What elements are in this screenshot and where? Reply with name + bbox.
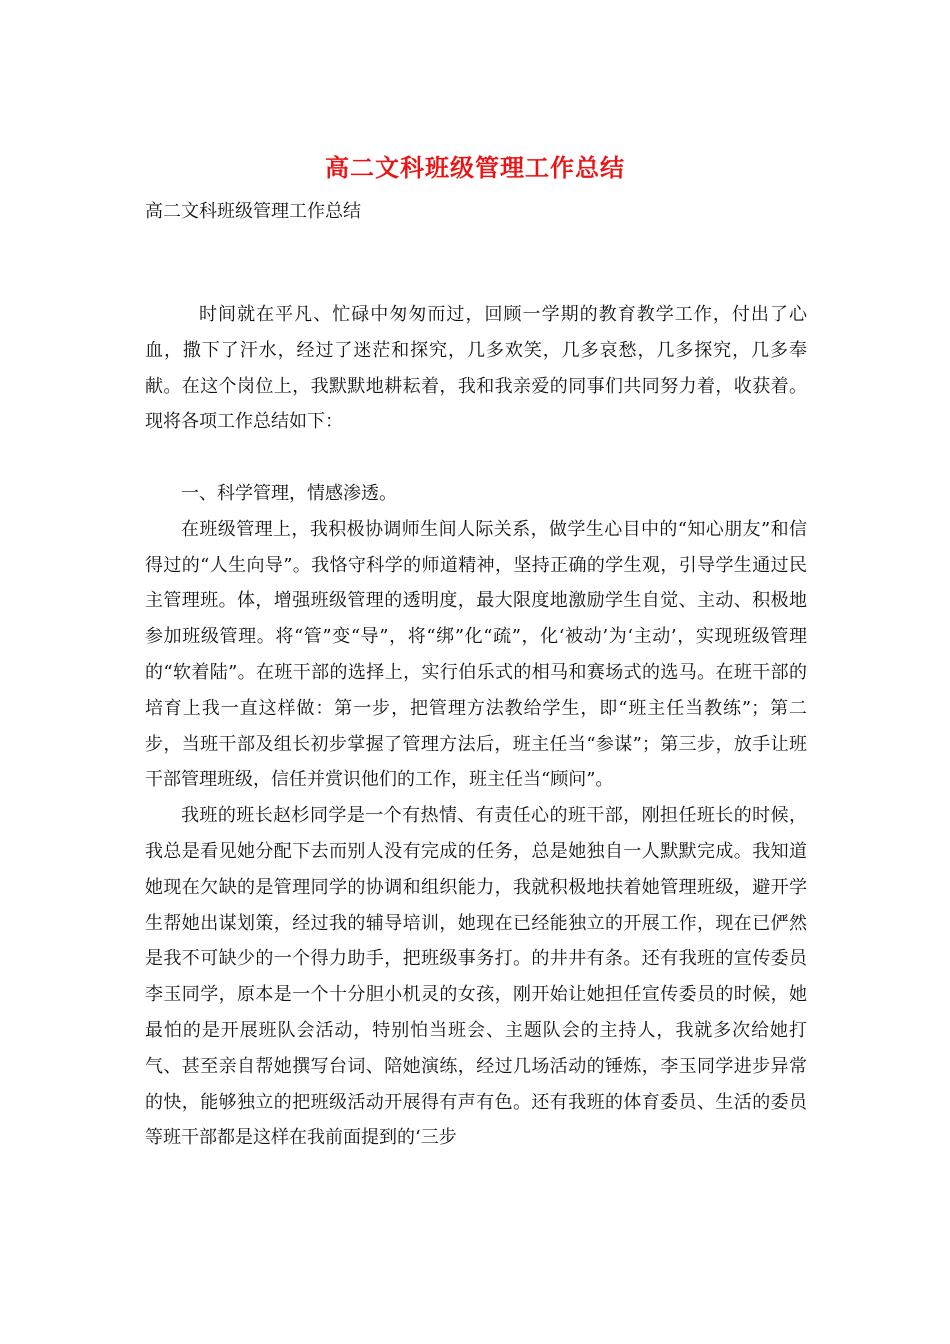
document-subtitle: 高二文科班级管理工作总结: [145, 201, 361, 222]
paragraph-class-management: 在班级管理上，我积极协调师生间人际关系，做学生心目中的“知心朋友”和信得过的“人生向导”。我恪守科学的师道精神，坚持正确的学生观，引导学生通过民主管理班。体，增强班级管理的透明度，最大限度地激励学生自觉、主动、积极地参加班级管理。将“管”变“导”，将“绑”化“疏”，化‘被动’为‘主动’，实现班级管理的“软着陆”。在班干部的选择上，实行伯乐式的相马和赛场式的选马。在班干部的培育上我一直这样做：第一步，把管理方法教给学生，即“班主任当教练”；第二步，当班干部及组长初步掌握了管理方法后，班主任当“参谋”；第三步，放手让班干部管理班级，信任并赏识他们的工作，班主任当“顾问”。: [145, 518, 807, 791]
document-title: 高二文科班级管理工作总结: [325, 153, 625, 182]
paragraph-class-leaders: 我班的班长赵杉同学是一个有热情、有责任心的班干部，刚担任班长的时候，我总是看见她分配下去而别人没有完成的任务，总是她独自一人默默完成。我知道她现在欠缺的是管理同学的协调和组织能力，我就积极地扶着她管理班级，避开学生帮她出谋划策，经过我的辅导培训，她现在已经能独立的开展工作，现在已俨然是我不可缺少的一个得力助手，把班级事务打。的井井有条。还有我班的宣传委员李玉同学，原本是一个十分胆小机灵的女孩，刚开始让她担任宣传委员的时候，她最怕的是开展班队会活动，特别怕当班会、主题队会的主持人，我就多次给她打气、甚至亲自帮她撰写台词、陪她演练，经过几场活动的锤炼，李玉同学进步异常的快，能够独立的把班级活动开展得有声有色。还有我班的体育委员、生活的委员等班干部都是这样在我前面提到的‘三步: [145, 805, 807, 1149]
section-heading-1: 一、科学管理，情感渗透。: [181, 482, 397, 504]
paragraph-intro: 时间就在平凡、忙碌中匆匆而过，回顾一学期的教育教学工作，付出了心血，撒下了汗水，经过了迷茫和探究，几多欢笑，几多哀愁，几多探究，几多奉献。在这个岗位上，我默默地耕耘着，我和我亲爱的同事们共同努力着，收获着。现将各项工作总结如下：: [145, 304, 807, 433]
document-body: [145, 297, 807, 1156]
